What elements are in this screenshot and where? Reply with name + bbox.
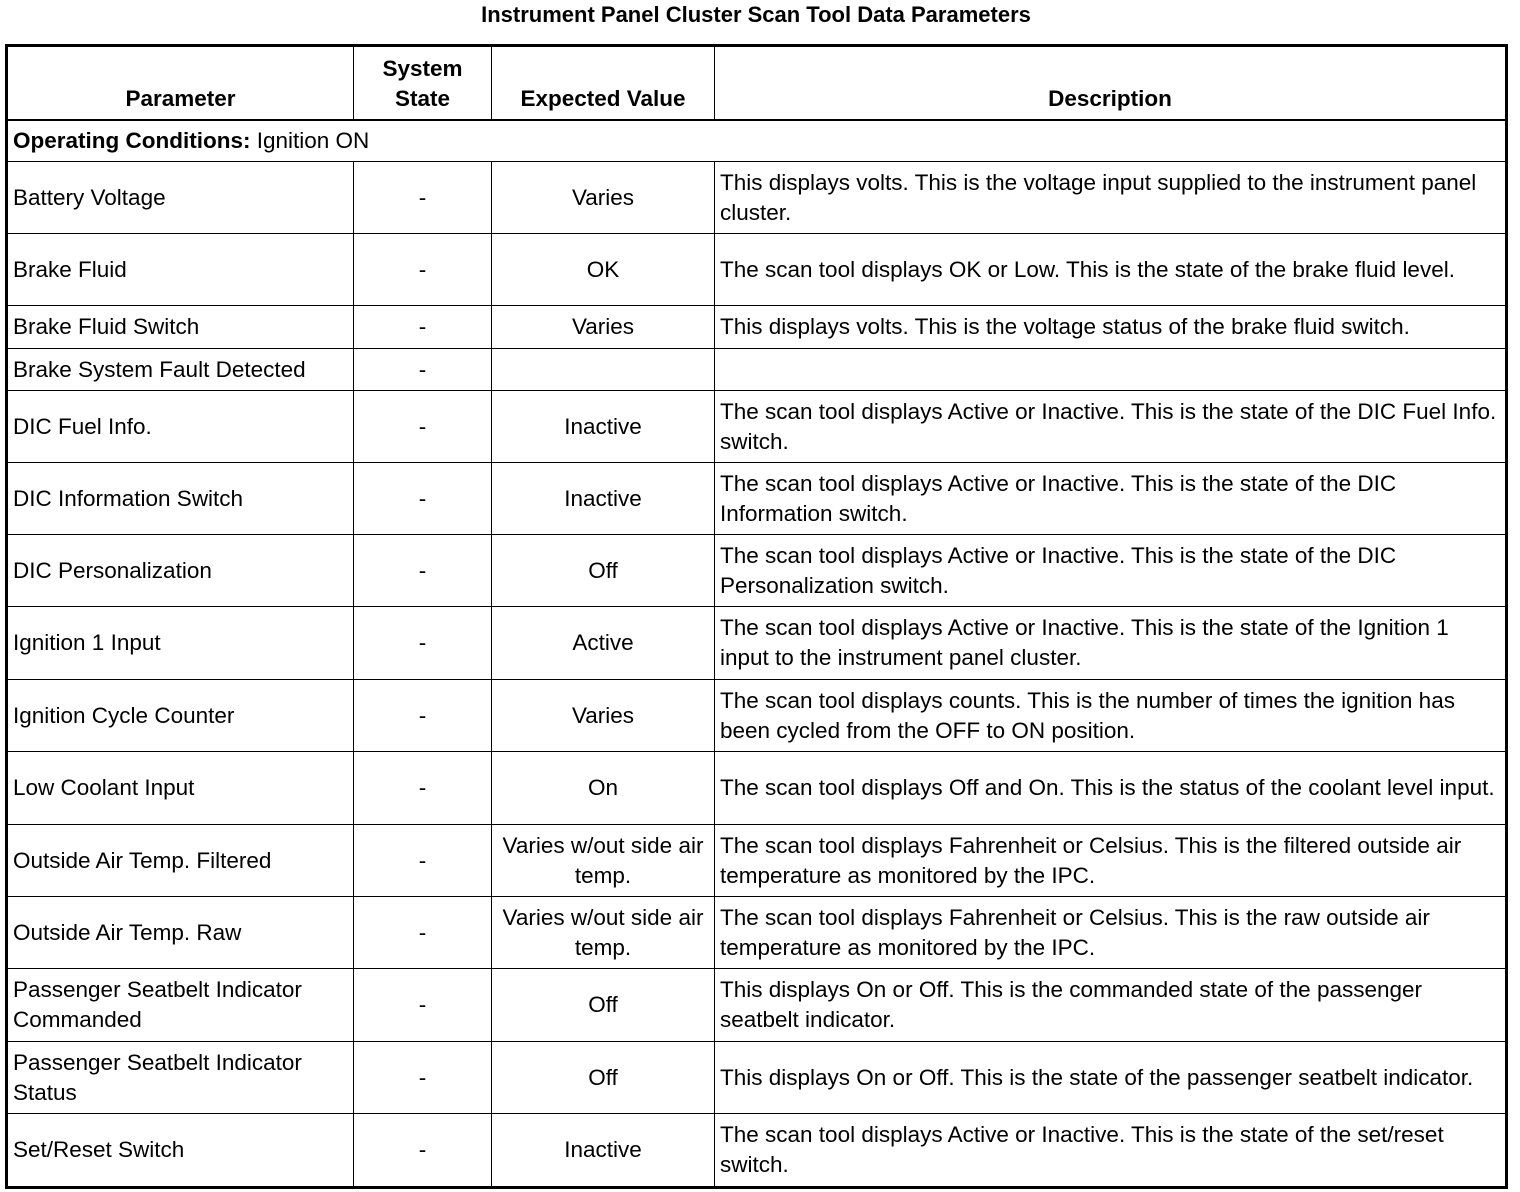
system-state-cell: - xyxy=(354,349,492,391)
table-row xyxy=(7,391,1507,463)
description-cell: The scan tool displays Active or Inactive. This is the state of the DIC Personalization switch. xyxy=(715,535,1507,607)
description-cell: The scan tool displays Active or Inactive. This is the state of the DIC Information switch. xyxy=(715,463,1507,535)
header-expected-value: Expected Value xyxy=(492,46,715,120)
system-state-cell: - xyxy=(354,1114,492,1188)
parameter-cell: Passenger Seatbelt Indicator Status xyxy=(7,1042,354,1114)
system-state-cell: - xyxy=(354,752,492,825)
expected-value-cell: Inactive xyxy=(492,391,715,463)
description-cell: The scan tool displays Fahrenheit or Celsius. This is the filtered outside air temperature as monitored by the IPC. xyxy=(715,825,1507,897)
description-cell: This displays volts. This is the voltage status of the brake fluid switch. xyxy=(715,306,1507,349)
system-state-cell: - xyxy=(354,306,492,349)
system-state-cell: - xyxy=(354,535,492,607)
system-state-cell: - xyxy=(354,897,492,969)
header-system-state: System State xyxy=(354,46,492,120)
table-title: Instrument Panel Cluster Scan Tool Data Parameters xyxy=(481,2,1031,27)
parameter-cell: Passenger Seatbelt Indicator Commanded xyxy=(7,969,354,1042)
expected-value-cell: On xyxy=(492,752,715,825)
expected-value-cell: Off xyxy=(492,535,715,607)
table-row xyxy=(7,535,1507,607)
system-state-cell: - xyxy=(354,463,492,535)
parameter-cell: Set/Reset Switch xyxy=(7,1114,354,1188)
description-cell: The scan tool displays Active or Inactive. This is the state of the DIC Fuel Info. switch. xyxy=(715,391,1507,463)
table-row xyxy=(7,680,1507,752)
system-state-cell: - xyxy=(354,607,492,680)
table-row xyxy=(7,463,1507,535)
expected-value-cell: OK xyxy=(492,234,715,306)
parameter-cell: Low Coolant Input xyxy=(7,752,354,825)
table-row xyxy=(7,607,1507,680)
table-row xyxy=(7,162,1507,234)
header-description: Description xyxy=(715,46,1507,120)
table-row xyxy=(7,234,1507,306)
expected-value-cell: Varies xyxy=(492,306,715,349)
description-cell: This displays volts. This is the voltage input supplied to the instrument panel cluster. xyxy=(715,162,1507,234)
expected-value-cell: Active xyxy=(492,607,715,680)
expected-value-cell: Varies xyxy=(492,680,715,752)
description-cell: The scan tool displays Fahrenheit or Celsius. This is the raw outside air temperature as monitored by the IPC. xyxy=(715,897,1507,969)
expected-value-cell: Inactive xyxy=(492,463,715,535)
description-cell: The scan tool displays counts. This is the number of times the ignition has been cycled from the OFF to ON position. xyxy=(715,680,1507,752)
table-row xyxy=(7,349,1507,391)
operating-conditions-label: Operating Conditions: xyxy=(13,127,251,153)
description-cell: This displays On or Off. This is the state of the passenger seatbelt indicator. xyxy=(715,1042,1507,1114)
expected-value-cell: Off xyxy=(492,1042,715,1114)
description-cell: The scan tool displays Off and On. This is the status of the coolant level input. xyxy=(715,752,1507,825)
scan-tool-data-table xyxy=(5,44,1508,1189)
operating-conditions-row xyxy=(7,120,1507,162)
parameter-cell: Outside Air Temp. Filtered xyxy=(7,825,354,897)
parameter-cell: DIC Information Switch xyxy=(7,463,354,535)
table-row xyxy=(7,825,1507,897)
expected-value-cell: Varies xyxy=(492,162,715,234)
operating-conditions-value: Ignition ON xyxy=(250,127,370,153)
expected-value-cell: Off xyxy=(492,969,715,1042)
table-row xyxy=(7,969,1507,1042)
parameter-cell: Outside Air Temp. Raw xyxy=(7,897,354,969)
header-row xyxy=(7,46,1507,120)
table-row xyxy=(7,752,1507,825)
parameter-cell: DIC Fuel Info. xyxy=(7,391,354,463)
system-state-cell: - xyxy=(354,162,492,234)
description-cell: The scan tool displays Active or Inactive. This is the state of the set/reset switch. xyxy=(715,1114,1507,1188)
table-row xyxy=(7,897,1507,969)
description-cell: The scan tool displays Active or Inactive. This is the state of the Ignition 1 input to the instrument panel cluster. xyxy=(715,607,1507,680)
system-state-cell: - xyxy=(354,680,492,752)
parameter-cell: DIC Personalization xyxy=(7,535,354,607)
parameter-cell: Ignition Cycle Counter xyxy=(7,680,354,752)
description-cell: The scan tool displays OK or Low. This is the state of the brake fluid level. xyxy=(715,234,1507,306)
parameter-cell: Brake Fluid xyxy=(7,234,354,306)
system-state-cell: - xyxy=(354,391,492,463)
expected-value-cell: Varies w/out side air temp. xyxy=(492,897,715,969)
description-cell xyxy=(715,349,1507,391)
system-state-cell: - xyxy=(354,969,492,1042)
table-row xyxy=(7,1114,1507,1188)
expected-value-cell: Varies w/out side air temp. xyxy=(492,825,715,897)
system-state-cell: - xyxy=(354,1042,492,1114)
system-state-cell: - xyxy=(354,234,492,306)
table-row xyxy=(7,1042,1507,1114)
parameter-cell: Brake Fluid Switch xyxy=(7,306,354,349)
parameter-cell: Battery Voltage xyxy=(7,162,354,234)
expected-value-cell xyxy=(492,349,715,391)
system-state-cell: - xyxy=(354,825,492,897)
expected-value-cell: Inactive xyxy=(492,1114,715,1188)
header-parameter: Parameter xyxy=(7,46,354,120)
description-cell: This displays On or Off. This is the commanded state of the passenger seatbelt indicator. xyxy=(715,969,1507,1042)
table-row xyxy=(7,306,1507,349)
parameter-cell: Brake System Fault Detected xyxy=(7,349,354,391)
parameter-cell: Ignition 1 Input xyxy=(7,607,354,680)
